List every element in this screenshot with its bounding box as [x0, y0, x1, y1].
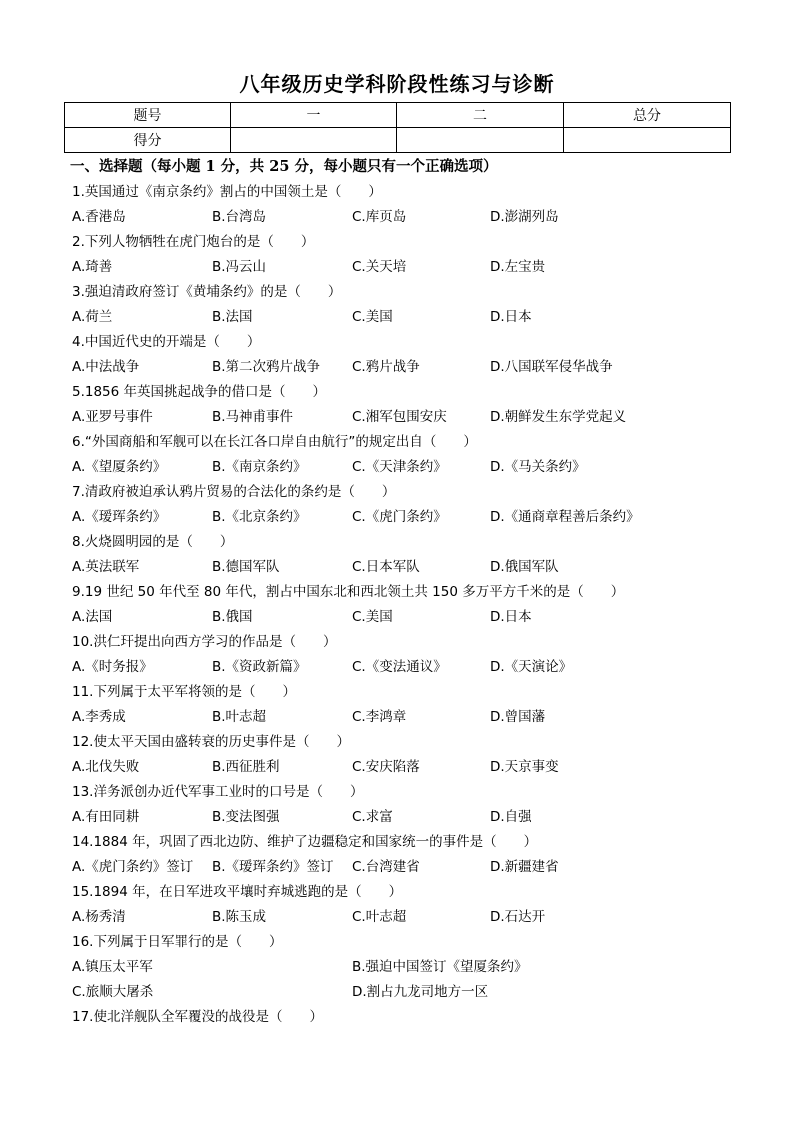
- answer-option[interactable]: D.八国联军侵华战争: [490, 359, 613, 375]
- score-input-cell[interactable]: [397, 128, 564, 153]
- answer-option[interactable]: D.自强: [490, 809, 532, 825]
- options-row: [72, 805, 732, 830]
- score-header-cell: 总分: [564, 103, 731, 128]
- question-stem: 16.下列属于日军罪行的是（ ）: [72, 934, 283, 950]
- score-header-cell: 一: [231, 103, 397, 128]
- answer-option[interactable]: D.澎湖列岛: [490, 209, 559, 225]
- answer-option[interactable]: B.《北京条约》: [212, 509, 307, 525]
- answer-option[interactable]: D.朝鲜发生东学党起义: [490, 409, 627, 425]
- answer-option[interactable]: D.俄国军队: [490, 559, 559, 575]
- options-row: [72, 755, 732, 780]
- answer-option[interactable]: B.俄国: [212, 609, 253, 625]
- answer-option[interactable]: D.《马关条约》: [490, 459, 586, 475]
- answer-option[interactable]: A.镇压太平军: [72, 959, 153, 975]
- options-row: [72, 955, 732, 980]
- answer-option[interactable]: A.杨秀清: [72, 909, 126, 925]
- score-table-header-row: [65, 103, 731, 128]
- answer-option[interactable]: D.《天演论》: [490, 659, 573, 675]
- answer-option[interactable]: B.第二次鸦片战争: [212, 359, 321, 375]
- question-stem: 9.19 世纪 50 年代至 80 年代，割占中国东北和西北领土共 150 多万平方千米的是（ ）: [72, 584, 625, 600]
- answer-option[interactable]: D.日本: [490, 309, 532, 325]
- score-header-cell: 二: [397, 103, 564, 128]
- score-row-label: 得分: [65, 128, 231, 153]
- question-stem: 17.使北洋舰队全军覆没的战役是（ ）: [72, 1009, 323, 1025]
- options-row: [72, 655, 732, 680]
- options-row: [72, 455, 732, 480]
- options-row: [72, 255, 732, 280]
- score-table: [64, 102, 731, 153]
- question-stem: 11.下列属于太平军将领的是（ ）: [72, 684, 296, 700]
- page-title: 八年级历史学科阶段性练习与诊断: [239, 72, 555, 96]
- answer-option[interactable]: D.曾国藩: [490, 709, 546, 725]
- answer-option[interactable]: B.叶志超: [212, 709, 267, 725]
- answer-option[interactable]: A.香港岛: [72, 209, 126, 225]
- answer-option[interactable]: D.割占九龙司地方一区: [352, 984, 489, 1000]
- answer-option[interactable]: B.《南京条约》: [212, 459, 307, 475]
- options-row: [72, 355, 732, 380]
- answer-option[interactable]: A.李秀成: [72, 709, 126, 725]
- question-stem: 10.洪仁玕提出向西方学习的作品是（ ）: [72, 634, 337, 650]
- options-row: [72, 405, 732, 430]
- answer-option[interactable]: A.荷兰: [72, 309, 113, 325]
- answer-option[interactable]: C.《虎门条约》: [352, 509, 447, 525]
- question-stem: 1.英国通过《南京条约》割占的中国领土是（ ）: [72, 184, 382, 200]
- answer-option[interactable]: A.中法战争: [72, 359, 140, 375]
- answer-option[interactable]: D.新疆建省: [490, 859, 559, 875]
- answer-option[interactable]: B.德国军队: [212, 559, 280, 575]
- answer-option[interactable]: C.美国: [352, 309, 393, 325]
- options-row: [72, 505, 732, 530]
- question-stem: 8.火烧圆明园的是（ ）: [72, 534, 234, 550]
- answer-option[interactable]: C.台湾建省: [352, 859, 420, 875]
- score-input-cell[interactable]: [564, 128, 731, 153]
- options-row: [72, 855, 732, 880]
- answer-option[interactable]: B.变法图强: [212, 809, 280, 825]
- score-header-cell: 题号: [65, 103, 231, 128]
- answer-option[interactable]: C.安庆陷落: [352, 759, 420, 775]
- answer-option[interactable]: D.日本: [490, 609, 532, 625]
- answer-option[interactable]: B.西征胜利: [212, 759, 280, 775]
- question-stem: 7.清政府被迫承认鸦片贸易的合法化的条约是（ ）: [72, 484, 396, 500]
- question-stem: 13.洋务派创办近代军事工业时的口号是（ ）: [72, 784, 364, 800]
- options-row: [72, 555, 732, 580]
- answer-option[interactable]: B.强迫中国签订《望厦条约》: [352, 959, 528, 975]
- options-row: [72, 905, 732, 930]
- question-stem: 14.1884 年，巩固了西北边防、维护了边疆稳定和国家统一的事件是（ ）: [72, 834, 538, 850]
- answer-option[interactable]: B.马神甫事件: [212, 409, 294, 425]
- answer-option[interactable]: A.英法联军: [72, 559, 140, 575]
- answer-option[interactable]: A.《望厦条约》: [72, 459, 167, 475]
- section-heading: 一、选择题（每小题 1 分，共 25 分，每小题只有一个正确选项）: [70, 158, 498, 175]
- answer-option[interactable]: B.台湾岛: [212, 209, 267, 225]
- question-stem: 12.使太平天国由盛转衰的历史事件是（ ）: [72, 734, 350, 750]
- question-stem: 2.下列人物牺牲在虎门炮台的是（ ）: [72, 234, 315, 250]
- options-row: [72, 305, 732, 330]
- answer-option[interactable]: C.关天培: [352, 259, 407, 275]
- answer-option[interactable]: C.美国: [352, 609, 393, 625]
- answer-option[interactable]: D.天京事变: [490, 759, 559, 775]
- answer-option[interactable]: B.《瑷珲条约》签订: [212, 859, 334, 875]
- answer-option[interactable]: A.北伐失败: [72, 759, 140, 775]
- answer-option[interactable]: A.法国: [72, 609, 113, 625]
- answer-option[interactable]: B.《资政新篇》: [212, 659, 307, 675]
- options-row: [72, 605, 732, 630]
- answer-option[interactable]: C.《天津条约》: [352, 459, 447, 475]
- answer-option[interactable]: C.求富: [352, 809, 393, 825]
- answer-option[interactable]: D.石达开: [490, 909, 546, 925]
- question-stem: 4.中国近代史的开端是（ ）: [72, 334, 261, 350]
- answer-option[interactable]: A.琦善: [72, 259, 113, 275]
- answer-option[interactable]: C.湘军包围安庆: [352, 409, 447, 425]
- question-stem: 5.1856 年英国挑起战争的借口是（ ）: [72, 384, 327, 400]
- question-stem: 3.强迫清政府签订《黄埔条约》的是（ ）: [72, 284, 342, 300]
- question-stem: 6.“外国商船和军舰可以在长江各口岸自由航行”的规定出自（ ）: [72, 434, 477, 450]
- answer-option[interactable]: B.冯云山: [212, 259, 267, 275]
- score-table-score-row: [65, 128, 731, 153]
- answer-option[interactable]: C.李鸿章: [352, 709, 407, 725]
- options-row: [72, 705, 732, 730]
- answer-option[interactable]: C.库页岛: [352, 209, 407, 225]
- question-list: [72, 180, 732, 1030]
- options-row: [72, 980, 732, 1005]
- answer-option[interactable]: A.有田同耕: [72, 809, 140, 825]
- answer-option[interactable]: A.《虎门条约》签订: [72, 859, 194, 875]
- question-stem: 15.1894 年，在日军进攻平壤时弃城逃跑的是（ ）: [72, 884, 403, 900]
- answer-option[interactable]: C.《变法通议》: [352, 659, 447, 675]
- answer-option[interactable]: D.《通商章程善后条约》: [490, 509, 640, 525]
- answer-option[interactable]: C.鸦片战争: [352, 359, 420, 375]
- answer-option[interactable]: C.日本军队: [352, 559, 420, 575]
- answer-option[interactable]: A.《瑷珲条约》: [72, 509, 167, 525]
- answer-option[interactable]: C.叶志超: [352, 909, 407, 925]
- score-input-cell[interactable]: [231, 128, 397, 153]
- options-row: [72, 205, 732, 230]
- answer-option[interactable]: B.法国: [212, 309, 253, 325]
- answer-option[interactable]: A.亚罗号事件: [72, 409, 153, 425]
- answer-option[interactable]: D.左宝贵: [490, 259, 546, 275]
- answer-option[interactable]: C.旅顺大屠杀: [72, 984, 154, 1000]
- answer-option[interactable]: A.《时务报》: [72, 659, 153, 675]
- answer-option[interactable]: B.陈玉成: [212, 909, 267, 925]
